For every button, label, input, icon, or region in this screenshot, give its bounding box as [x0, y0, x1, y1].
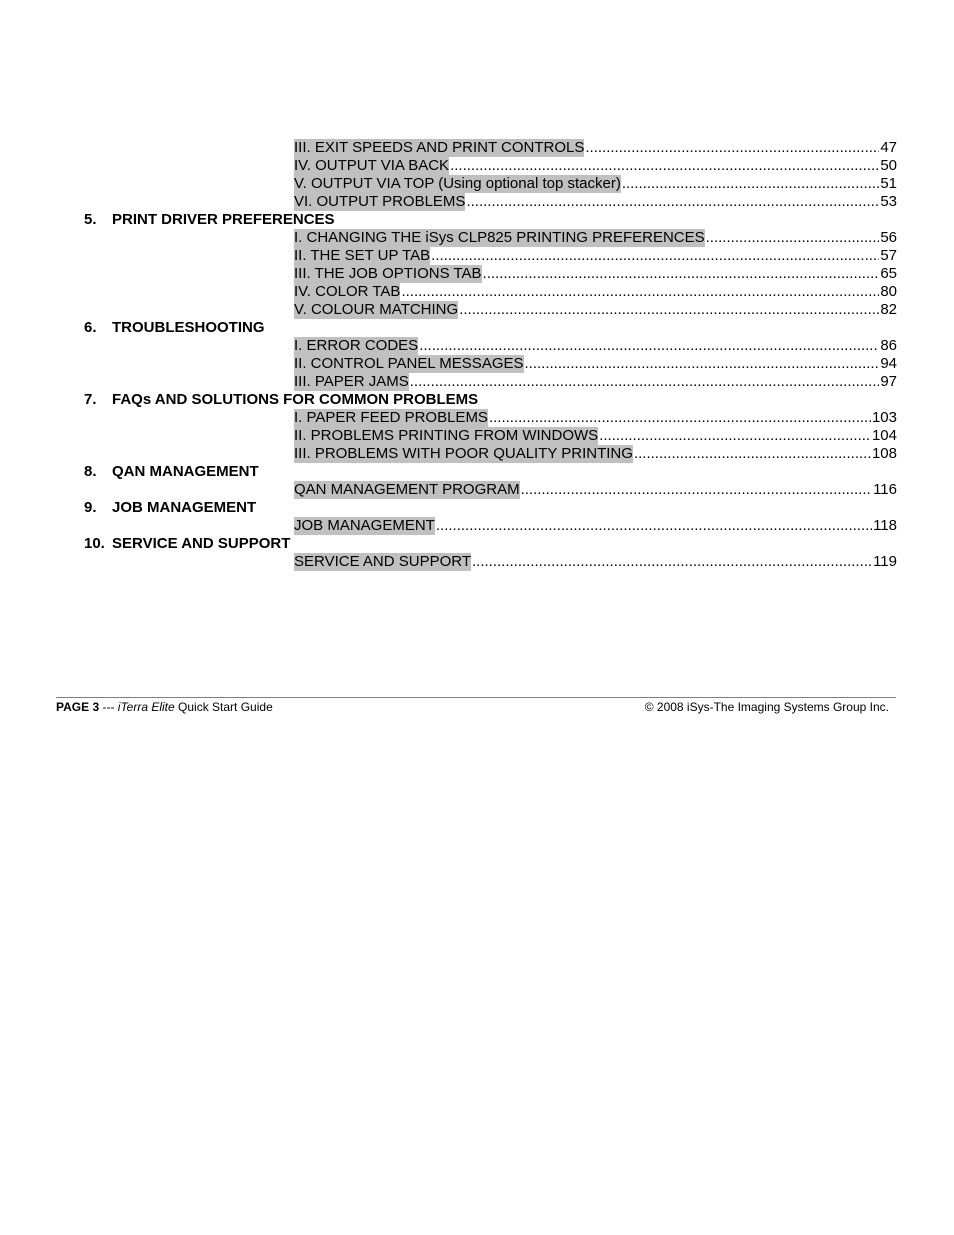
toc-entry-page: 57 — [880, 247, 897, 264]
toc-section-heading — [0, 319, 954, 337]
toc-entry[interactable] — [0, 265, 954, 283]
section-title: SERVICE AND SUPPORT — [112, 535, 291, 552]
footer-product-name: iTerra Elite — [117, 700, 175, 714]
toc-entry[interactable] — [0, 139, 954, 157]
toc-entry-page: 97 — [880, 373, 897, 390]
toc-entry[interactable] — [0, 337, 954, 355]
toc-entry-label[interactable]: III. EXIT SPEEDS AND PRINT CONTROLS — [294, 139, 585, 156]
toc-entry[interactable] — [0, 157, 954, 175]
toc-entry-label[interactable]: IV. COLOR TAB — [294, 283, 401, 300]
toc-entry-page: 51 — [880, 175, 897, 192]
toc-entry-label[interactable]: II. PROBLEMS PRINTING FROM WINDOWS — [294, 427, 599, 444]
toc-entry[interactable] — [0, 283, 954, 301]
toc-entry-label[interactable]: III. PROBLEMS WITH POOR QUALITY PRINTING — [294, 445, 633, 462]
toc-entry-page: 47 — [880, 139, 897, 156]
toc-entry[interactable] — [0, 301, 954, 319]
toc-entry[interactable] — [0, 229, 954, 247]
toc-entry-label[interactable]: QAN MANAGEMENT PROGRAM — [294, 481, 520, 498]
footer-page-info — [56, 700, 273, 715]
toc-section-heading — [0, 463, 954, 481]
footer-copyright: © 2008 iSys-The Imaging Systems Group Inc. — [644, 700, 889, 714]
toc-entry-label[interactable]: II. THE SET UP TAB — [294, 247, 431, 264]
toc-section-heading — [0, 499, 954, 517]
toc-section-heading — [0, 391, 954, 409]
section-number: 10. — [84, 535, 105, 552]
toc-entry-page: 82 — [880, 301, 897, 318]
toc-entry-page: 65 — [880, 265, 897, 282]
section-number: 8. — [84, 463, 97, 480]
footer-separator: --- — [99, 700, 118, 714]
toc-entry[interactable] — [0, 481, 954, 499]
toc-entry-page: 104 — [871, 427, 897, 444]
footer-divider — [56, 697, 896, 698]
toc-entry[interactable] — [0, 247, 954, 265]
toc-entry-page: 103 — [871, 409, 897, 426]
section-title: TROUBLESHOOTING — [112, 319, 265, 336]
toc-entry[interactable] — [0, 517, 954, 535]
section-number: 6. — [84, 319, 97, 336]
toc-entry[interactable] — [0, 193, 954, 211]
toc-entry-label[interactable]: JOB MANAGEMENT — [294, 517, 435, 534]
toc-entry[interactable] — [0, 175, 954, 193]
footer-guide-title: Quick Start Guide — [174, 700, 273, 714]
toc-entry[interactable] — [0, 409, 954, 427]
toc-entry-page: 119 — [873, 553, 897, 570]
section-title: FAQs AND SOLUTIONS FOR COMMON PROBLEMS — [112, 391, 479, 408]
toc-entry-page: 53 — [880, 193, 897, 210]
toc-entry-page: 116 — [873, 481, 897, 498]
toc-entry-label[interactable]: I. CHANGING THE iSys CLP825 PRINTING PREFERENCES — [294, 229, 705, 246]
toc-entry[interactable] — [0, 427, 954, 445]
toc-entry[interactable] — [0, 373, 954, 391]
toc-entry-label[interactable]: VI. OUTPUT PROBLEMS — [294, 193, 466, 210]
toc-section-heading — [0, 211, 954, 229]
toc-entry-label[interactable]: II. CONTROL PANEL MESSAGES — [294, 355, 524, 372]
toc-entry-page: 86 — [880, 337, 897, 354]
toc-entry[interactable] — [0, 355, 954, 373]
toc-entry-page: 50 — [880, 157, 897, 174]
table-of-contents — [0, 139, 954, 571]
toc-entry-label[interactable]: I. ERROR CODES — [294, 337, 419, 354]
toc-entry-label[interactable]: V. OUTPUT VIA TOP (Using optional top stacker) — [294, 175, 621, 192]
section-number: 9. — [84, 499, 97, 516]
toc-entry-label[interactable]: III. PAPER JAMS — [294, 373, 409, 390]
toc-section-heading — [0, 535, 954, 553]
toc-entry-page: 80 — [880, 283, 897, 300]
toc-entry[interactable] — [0, 553, 954, 571]
toc-entry[interactable] — [0, 445, 954, 463]
toc-entry-page: 108 — [871, 445, 897, 462]
toc-entry-label[interactable]: SERVICE AND SUPPORT — [294, 553, 471, 570]
toc-entry-label[interactable]: III. THE JOB OPTIONS TAB — [294, 265, 482, 282]
footer-page-number: PAGE 3 — [56, 700, 100, 714]
toc-entry-page: 118 — [873, 517, 897, 534]
toc-entry-label[interactable]: IV. OUTPUT VIA BACK — [294, 157, 450, 174]
toc-entry-label[interactable]: V. COLOUR MATCHING — [294, 301, 459, 318]
toc-entry-page: 56 — [880, 229, 897, 246]
section-title: JOB MANAGEMENT — [112, 499, 257, 516]
toc-entry-page: 94 — [880, 355, 897, 372]
section-title: PRINT DRIVER PREFERENCES — [112, 211, 335, 228]
section-number: 7. — [84, 391, 97, 408]
section-title: QAN MANAGEMENT — [112, 463, 259, 480]
toc-entry-label[interactable]: I. PAPER FEED PROBLEMS — [294, 409, 488, 426]
section-number: 5. — [84, 211, 97, 228]
